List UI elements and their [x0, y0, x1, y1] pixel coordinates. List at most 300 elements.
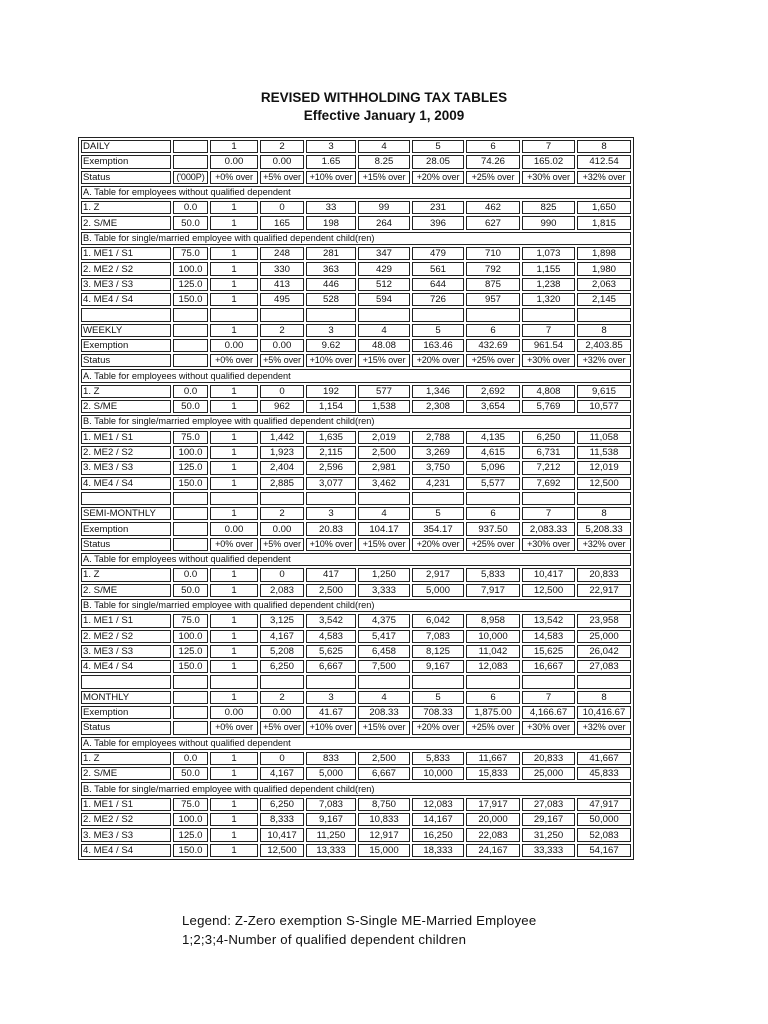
tax-bracket-value: 3,125 [260, 614, 304, 627]
empty-cell [173, 675, 208, 688]
empty-cell [260, 675, 304, 688]
exemption-amount: 150.0 [173, 293, 208, 306]
tax-bracket-value: 7,692 [522, 477, 575, 490]
status-unit [173, 721, 208, 734]
exemption-label: Exemption [81, 706, 171, 719]
tax-bracket-value: 12,500 [522, 584, 575, 597]
status-rate: +15% over [358, 721, 410, 734]
tax-bracket-value: 33,333 [522, 844, 575, 857]
tax-bracket-value: 2,788 [412, 431, 464, 444]
tax-bracket-value: 11,058 [577, 431, 631, 444]
tax-bracket-value: 2,917 [412, 568, 464, 581]
status-label: Status [81, 171, 171, 184]
tax-bracket-value: 6,667 [306, 660, 356, 673]
exemption-value: 1.65 [306, 155, 356, 168]
tax-bracket-value: 1 [210, 431, 258, 444]
tax-bracket-value: 52,083 [577, 828, 631, 841]
tax-bracket-value: 512 [358, 278, 410, 291]
tax-bracket-value: 875 [466, 278, 520, 291]
legend-line-2: 1;2;3;4-Number of qualified dependent children [182, 932, 467, 947]
table-a-heading-row [81, 737, 631, 750]
employee-status-label: 4. ME4 / S4 [81, 477, 171, 490]
tax-bracket-value: 2,885 [260, 477, 304, 490]
tax-bracket-value: 15,000 [358, 844, 410, 857]
tax-bracket-value: 330 [260, 262, 304, 275]
empty-cell [173, 140, 208, 153]
empty-cell [173, 308, 208, 321]
status-unit [173, 538, 208, 551]
tax-bracket-value: 13,542 [522, 614, 575, 627]
table-b-heading-row [81, 415, 631, 428]
tax-bracket-value: 2,019 [358, 431, 410, 444]
bracket-number: 1 [210, 691, 258, 704]
exemption-value: 5,208.33 [577, 522, 631, 535]
tax-bracket-value: 10,000 [466, 630, 520, 643]
tax-bracket-value: 8,750 [358, 798, 410, 811]
empty-cell [173, 339, 208, 352]
table-row [81, 278, 631, 291]
tax-bracket-value: 5,577 [466, 477, 520, 490]
tax-bracket-value: 2,500 [358, 752, 410, 765]
tax-bracket-value: 41,667 [577, 752, 631, 765]
tax-bracket-value: 264 [358, 216, 410, 229]
table-row [81, 385, 631, 398]
status-rate: +5% over [260, 171, 304, 184]
tax-bracket-value: 495 [260, 293, 304, 306]
tax-bracket-value: 165 [260, 216, 304, 229]
table-a-heading: A. Table for employees without qualified dependent [81, 553, 631, 566]
empty-cell [577, 675, 631, 688]
tax-bracket-value: 594 [358, 293, 410, 306]
employee-status-label: 1. ME1 / S1 [81, 614, 171, 627]
tax-bracket-value: 8,333 [260, 813, 304, 826]
tax-bracket-value: 6,458 [358, 645, 410, 658]
tax-bracket-value: 1 [210, 614, 258, 627]
tax-bracket-value: 1 [210, 262, 258, 275]
tax-bracket-value: 50,000 [577, 813, 631, 826]
tax-bracket-value: 2,500 [358, 446, 410, 459]
bracket-number: 1 [210, 324, 258, 337]
status-rate: +32% over [577, 721, 631, 734]
withholding-tax-table [78, 137, 634, 860]
employee-status-label: 4. ME4 / S4 [81, 660, 171, 673]
bracket-number: 7 [522, 324, 575, 337]
tax-bracket-value: 1 [210, 216, 258, 229]
empty-cell [522, 308, 575, 321]
status-rate: +30% over [522, 354, 575, 367]
status-unit: ('000P) [173, 171, 208, 184]
exemption-value: 4,166.67 [522, 706, 575, 719]
status-rate: +25% over [466, 171, 520, 184]
table-row [81, 262, 631, 275]
tax-bracket-value: 22,917 [577, 584, 631, 597]
table-body [81, 140, 631, 857]
exemption-value: 937.50 [466, 522, 520, 535]
status-unit [173, 354, 208, 367]
tax-bracket-value: 5,769 [522, 400, 575, 413]
status-rate: +10% over [306, 354, 356, 367]
table-row [81, 813, 631, 826]
exemption-amount: 75.0 [173, 247, 208, 260]
status-rate: +5% over [260, 538, 304, 551]
tax-bracket-value: 6,250 [522, 431, 575, 444]
period-header-row [81, 140, 631, 153]
exemption-value: 0.00 [210, 339, 258, 352]
exemption-amount: 0.0 [173, 201, 208, 214]
tax-bracket-value: 5,625 [306, 645, 356, 658]
exemption-value: 208.33 [358, 706, 410, 719]
exemption-amount: 75.0 [173, 798, 208, 811]
legend-line-1: Legend: Z-Zero exemption S-Single ME-Married Employee [182, 913, 537, 928]
tax-bracket-value: 11,538 [577, 446, 631, 459]
exemption-value: 74.26 [466, 155, 520, 168]
tax-bracket-value: 1,538 [358, 400, 410, 413]
table-row [81, 844, 631, 857]
status-rate: +15% over [358, 538, 410, 551]
table-row [81, 400, 631, 413]
status-rate: +20% over [412, 721, 464, 734]
tax-bracket-value: 7,212 [522, 461, 575, 474]
tax-bracket-value: 2,063 [577, 278, 631, 291]
exemption-value: 41.67 [306, 706, 356, 719]
exemption-label: Exemption [81, 155, 171, 168]
status-label: Status [81, 354, 171, 367]
table-a-heading: A. Table for employees without qualified dependent [81, 737, 631, 750]
employee-status-label: 1. ME1 / S1 [81, 247, 171, 260]
exemption-amount: 100.0 [173, 262, 208, 275]
tax-bracket-value: 3,333 [358, 584, 410, 597]
tax-bracket-value: 1 [210, 660, 258, 673]
tax-bracket-value: 27,083 [577, 660, 631, 673]
empty-cell [466, 675, 520, 688]
bracket-number: 4 [358, 324, 410, 337]
tax-bracket-value: 0 [260, 752, 304, 765]
status-rate: +25% over [466, 721, 520, 734]
tax-bracket-value: 12,500 [260, 844, 304, 857]
bracket-number: 6 [466, 140, 520, 153]
tax-bracket-value: 363 [306, 262, 356, 275]
empty-cell [522, 675, 575, 688]
employee-status-label: 4. ME4 / S4 [81, 293, 171, 306]
tax-bracket-value: 644 [412, 278, 464, 291]
tax-bracket-value: 14,583 [522, 630, 575, 643]
bracket-number: 2 [260, 507, 304, 520]
exemption-value: 28.05 [412, 155, 464, 168]
exemption-amount: 50.0 [173, 767, 208, 780]
status-row [81, 721, 631, 734]
tax-bracket-value: 10,577 [577, 400, 631, 413]
status-rate: +0% over [210, 354, 258, 367]
employee-status-label: 3. ME3 / S3 [81, 461, 171, 474]
table-a-heading: A. Table for employees without qualified dependent [81, 186, 631, 199]
table-row [81, 660, 631, 673]
tax-bracket-value: 13,333 [306, 844, 356, 857]
tax-bracket-value: 1 [210, 828, 258, 841]
tax-bracket-value: 627 [466, 216, 520, 229]
tax-bracket-value: 6,731 [522, 446, 575, 459]
empty-cell [81, 492, 171, 505]
tax-bracket-value: 14,167 [412, 813, 464, 826]
period-header-row [81, 507, 631, 520]
employee-status-label: 1. ME1 / S1 [81, 431, 171, 444]
tax-bracket-value: 7,083 [306, 798, 356, 811]
bracket-number: 2 [260, 324, 304, 337]
tax-bracket-value: 25,000 [522, 767, 575, 780]
tax-bracket-value: 25,000 [577, 630, 631, 643]
tax-bracket-value: 4,167 [260, 767, 304, 780]
tax-bracket-value: 1,815 [577, 216, 631, 229]
empty-cell [412, 308, 464, 321]
tax-bracket-value: 7,500 [358, 660, 410, 673]
tax-bracket-value: 3,654 [466, 400, 520, 413]
empty-cell [173, 324, 208, 337]
exemption-value: 9.62 [306, 339, 356, 352]
tax-bracket-value: 16,250 [412, 828, 464, 841]
status-label: Status [81, 538, 171, 551]
status-rate: +0% over [210, 538, 258, 551]
tax-bracket-value: 446 [306, 278, 356, 291]
exemption-row [81, 522, 631, 535]
status-row [81, 354, 631, 367]
period-header-row [81, 324, 631, 337]
period-label: MONTHLY [81, 691, 171, 704]
tax-bracket-value: 5,417 [358, 630, 410, 643]
empty-cell [173, 155, 208, 168]
tax-bracket-value: 16,667 [522, 660, 575, 673]
tax-bracket-value: 11,042 [466, 645, 520, 658]
status-row [81, 171, 631, 184]
table-b-heading-row [81, 232, 631, 245]
tax-bracket-value: 2,981 [358, 461, 410, 474]
exemption-amount: 125.0 [173, 461, 208, 474]
empty-cell [306, 492, 356, 505]
table-row [81, 216, 631, 229]
table-row [81, 477, 631, 490]
table-row [81, 828, 631, 841]
exemption-row [81, 339, 631, 352]
tax-bracket-value: 3,542 [306, 614, 356, 627]
tax-bracket-value: 5,000 [306, 767, 356, 780]
table-row [81, 247, 631, 260]
table-a-heading-row [81, 553, 631, 566]
exemption-value: 48.08 [358, 339, 410, 352]
spacer-row [81, 492, 631, 505]
tax-bracket-value: 47,917 [577, 798, 631, 811]
tax-bracket-value: 792 [466, 262, 520, 275]
tax-bracket-value: 33 [306, 201, 356, 214]
status-rate: +0% over [210, 721, 258, 734]
tax-bracket-value: 990 [522, 216, 575, 229]
tax-bracket-value: 2,692 [466, 385, 520, 398]
tax-bracket-value: 99 [358, 201, 410, 214]
empty-cell [81, 675, 171, 688]
bracket-number: 4 [358, 140, 410, 153]
tax-bracket-value: 8,958 [466, 614, 520, 627]
tax-bracket-value: 1 [210, 630, 258, 643]
tax-bracket-value: 2,308 [412, 400, 464, 413]
exemption-label: Exemption [81, 339, 171, 352]
bracket-number: 8 [577, 324, 631, 337]
empty-cell [577, 492, 631, 505]
exemption-value: 0.00 [260, 522, 304, 535]
exemption-amount: 0.0 [173, 752, 208, 765]
empty-cell [412, 675, 464, 688]
empty-cell [466, 492, 520, 505]
employee-status-label: 3. ME3 / S3 [81, 278, 171, 291]
exemption-amount: 50.0 [173, 216, 208, 229]
employee-status-label: 2. S/ME [81, 584, 171, 597]
exemption-amount: 150.0 [173, 660, 208, 673]
tax-bracket-value: 2,596 [306, 461, 356, 474]
tax-bracket-value: 825 [522, 201, 575, 214]
table-a-heading: A. Table for employees without qualified dependent [81, 369, 631, 382]
table-a-heading-row [81, 369, 631, 382]
tax-bracket-value: 2,083 [260, 584, 304, 597]
tax-bracket-value: 4,375 [358, 614, 410, 627]
empty-cell [466, 308, 520, 321]
tax-bracket-value: 12,019 [577, 461, 631, 474]
tax-bracket-value: 2,115 [306, 446, 356, 459]
exemption-amount: 125.0 [173, 278, 208, 291]
tax-bracket-value: 1,320 [522, 293, 575, 306]
document-title: REVISED WITHHOLDING TAX TABLES [260, 90, 508, 105]
tax-bracket-value: 20,833 [522, 752, 575, 765]
tax-bracket-value: 1,923 [260, 446, 304, 459]
empty-cell [173, 522, 208, 535]
tax-bracket-value: 17,917 [466, 798, 520, 811]
bracket-number: 8 [577, 140, 631, 153]
tax-bracket-value: 4,231 [412, 477, 464, 490]
table-b-heading: B. Table for single/married employee with qualified dependent child(ren) [81, 415, 631, 428]
employee-status-label: 1. Z [81, 201, 171, 214]
exemption-amount: 0.0 [173, 568, 208, 581]
table-b-heading: B. Table for single/married employee with qualified dependent child(ren) [81, 599, 631, 612]
tax-bracket-value: 1 [210, 461, 258, 474]
exemption-value: 354.17 [412, 522, 464, 535]
employee-status-label: 3. ME3 / S3 [81, 645, 171, 658]
tax-bracket-value: 577 [358, 385, 410, 398]
exemption-amount: 50.0 [173, 400, 208, 413]
table-row [81, 431, 631, 444]
exemption-value: 0.00 [210, 155, 258, 168]
tax-bracket-value: 198 [306, 216, 356, 229]
tax-bracket-value: 0 [260, 201, 304, 214]
tax-bracket-value: 6,250 [260, 660, 304, 673]
empty-cell [306, 675, 356, 688]
employee-status-label: 2. S/ME [81, 216, 171, 229]
bracket-number: 1 [210, 507, 258, 520]
tax-bracket-value: 1,635 [306, 431, 356, 444]
empty-cell [358, 308, 410, 321]
bracket-number: 8 [577, 507, 631, 520]
employee-status-label: 4. ME4 / S4 [81, 844, 171, 857]
tax-bracket-value: 479 [412, 247, 464, 260]
status-rate: +25% over [466, 538, 520, 551]
bracket-number: 6 [466, 691, 520, 704]
tax-bracket-value: 1,154 [306, 400, 356, 413]
employee-status-label: 1. ME1 / S1 [81, 798, 171, 811]
tax-bracket-value: 5,833 [412, 752, 464, 765]
exemption-row [81, 706, 631, 719]
tax-bracket-value: 6,667 [358, 767, 410, 780]
status-rate: +10% over [306, 721, 356, 734]
tax-bracket-value: 4,808 [522, 385, 575, 398]
tax-bracket-value: 6,042 [412, 614, 464, 627]
exemption-amount: 125.0 [173, 828, 208, 841]
exemption-amount: 100.0 [173, 446, 208, 459]
tax-bracket-value: 27,083 [522, 798, 575, 811]
tax-bracket-value: 1 [210, 385, 258, 398]
tax-bracket-value: 726 [412, 293, 464, 306]
status-rate: +15% over [358, 171, 410, 184]
exemption-value: 0.00 [210, 522, 258, 535]
tax-bracket-value: 281 [306, 247, 356, 260]
tax-bracket-value: 192 [306, 385, 356, 398]
tax-bracket-value: 1 [210, 293, 258, 306]
status-row [81, 538, 631, 551]
status-rate: +10% over [306, 171, 356, 184]
exemption-amount: 75.0 [173, 614, 208, 627]
exemption-value: 708.33 [412, 706, 464, 719]
tax-bracket-value: 1 [210, 844, 258, 857]
bracket-number: 5 [412, 140, 464, 153]
employee-status-label: 2. ME2 / S2 [81, 446, 171, 459]
tax-bracket-value: 5,833 [466, 568, 520, 581]
exemption-amount: 100.0 [173, 813, 208, 826]
tax-bracket-value: 22,083 [466, 828, 520, 841]
bracket-number: 5 [412, 324, 464, 337]
table-row [81, 630, 631, 643]
bracket-number: 5 [412, 691, 464, 704]
tax-bracket-value: 9,167 [306, 813, 356, 826]
tax-bracket-value: 1 [210, 767, 258, 780]
status-rate: +20% over [412, 354, 464, 367]
empty-cell [173, 691, 208, 704]
empty-cell [81, 308, 171, 321]
tax-bracket-value: 957 [466, 293, 520, 306]
status-rate: +25% over [466, 354, 520, 367]
tax-bracket-value: 9,167 [412, 660, 464, 673]
status-rate: +20% over [412, 171, 464, 184]
exemption-value: 163.46 [412, 339, 464, 352]
tax-bracket-value: 0 [260, 385, 304, 398]
tax-bracket-value: 231 [412, 201, 464, 214]
tax-bracket-value: 2,404 [260, 461, 304, 474]
empty-cell [260, 492, 304, 505]
exemption-amount: 0.0 [173, 385, 208, 398]
tax-bracket-value: 1,073 [522, 247, 575, 260]
tax-bracket-value: 3,269 [412, 446, 464, 459]
tax-bracket-value: 45,833 [577, 767, 631, 780]
tax-bracket-value: 10,000 [412, 767, 464, 780]
tax-bracket-value: 26,042 [577, 645, 631, 658]
tax-bracket-value: 1 [210, 477, 258, 490]
bracket-number: 7 [522, 140, 575, 153]
empty-cell [358, 492, 410, 505]
exemption-value: 432.69 [466, 339, 520, 352]
bracket-number: 7 [522, 507, 575, 520]
status-label: Status [81, 721, 171, 734]
tax-bracket-value: 10,833 [358, 813, 410, 826]
tax-bracket-value: 1 [210, 446, 258, 459]
empty-cell [306, 308, 356, 321]
bracket-number: 7 [522, 691, 575, 704]
empty-cell [173, 706, 208, 719]
exemption-amount: 150.0 [173, 844, 208, 857]
period-header-row [81, 691, 631, 704]
employee-status-label: 1. Z [81, 568, 171, 581]
bracket-number: 2 [260, 691, 304, 704]
